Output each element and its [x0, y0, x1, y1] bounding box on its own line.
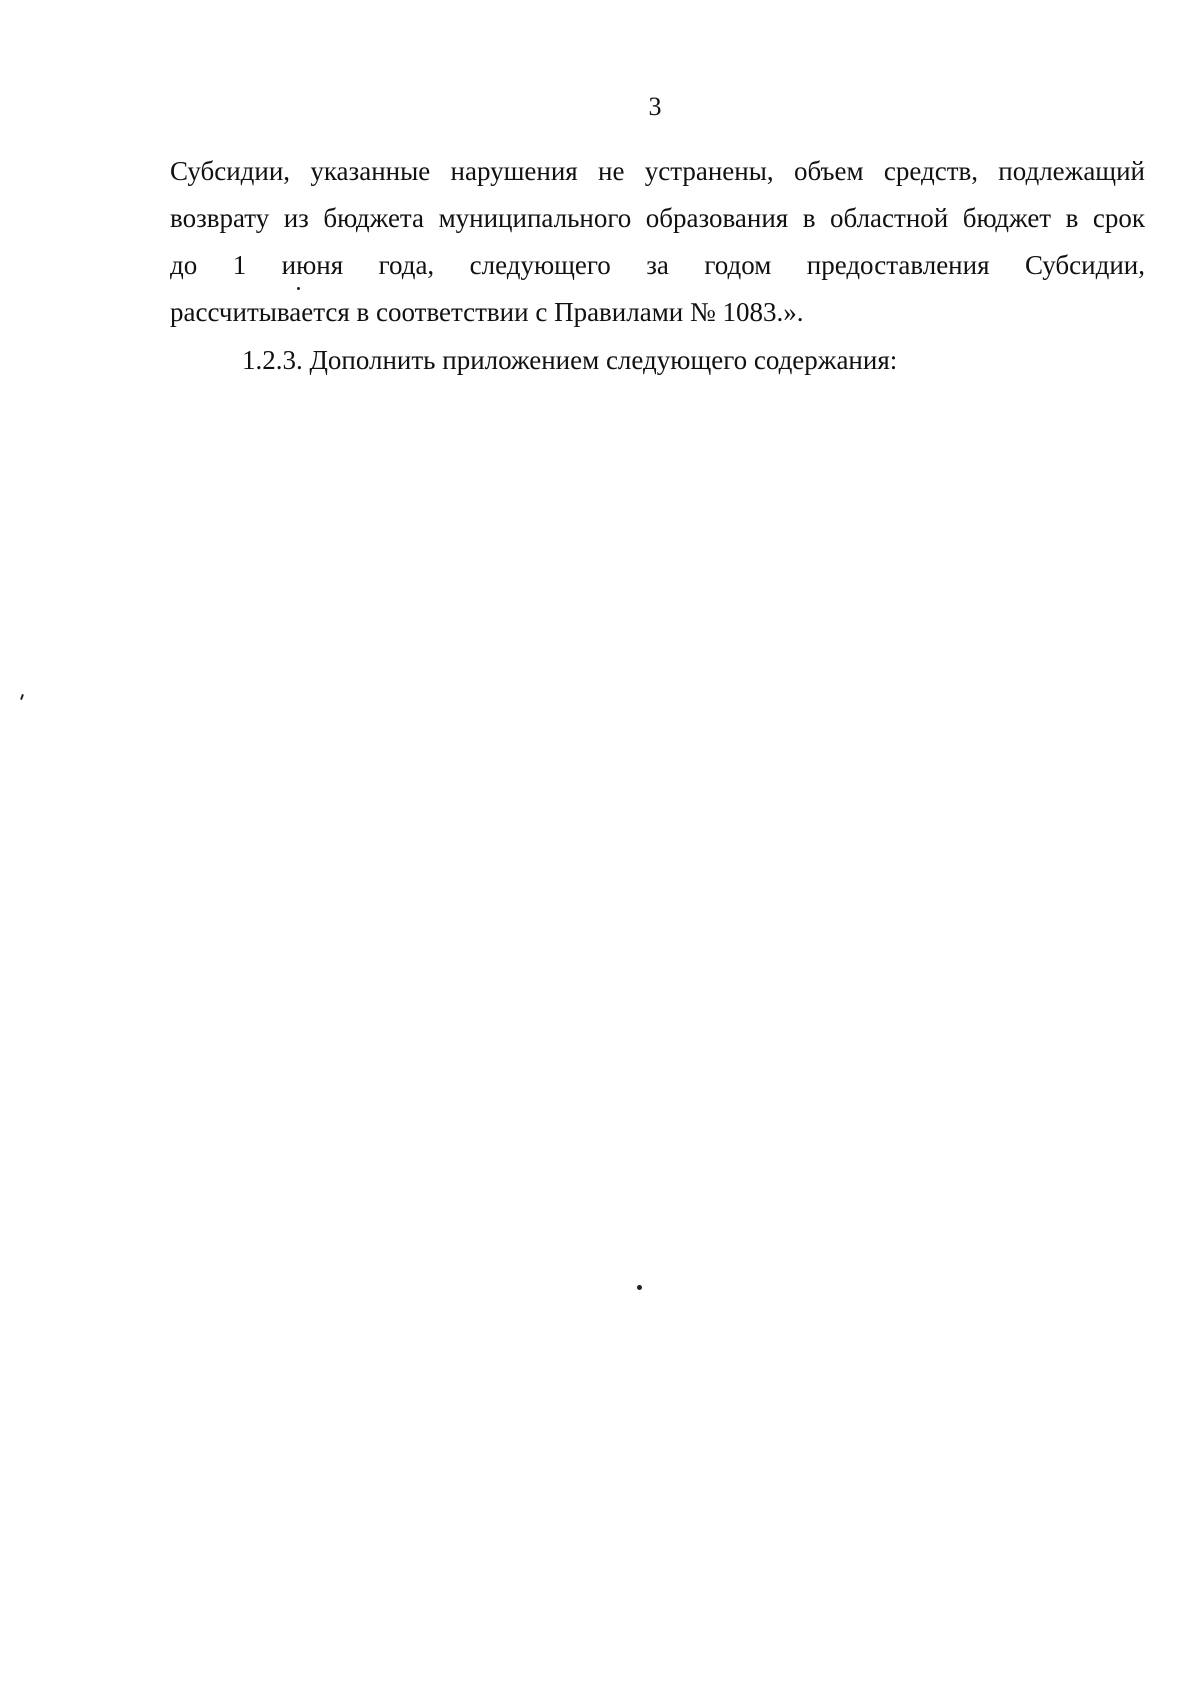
scan-speck	[297, 287, 300, 290]
item-1-2-3: 1.2.3. Дополнить приложением следующего содержания:	[242, 345, 898, 375]
paragraph-line: возврату из бюджета муниципального образования в областной бюджет в срок	[170, 203, 1145, 233]
paragraph-continuation	[170, 148, 1145, 336]
paragraph-line: рассчитывается в соответствии с Правилами № 1083.».	[170, 297, 804, 327]
scan-speck	[20, 694, 24, 700]
paragraph-line: до 1 июня года, следующего за годом предоставления Субсидии,	[170, 250, 1145, 280]
paragraph-line: Субсидии, указанные нарушения не устранены, объем средств, подлежащий	[170, 156, 1145, 186]
scan-speck	[637, 1285, 642, 1290]
page-number: 3	[648, 92, 662, 121]
